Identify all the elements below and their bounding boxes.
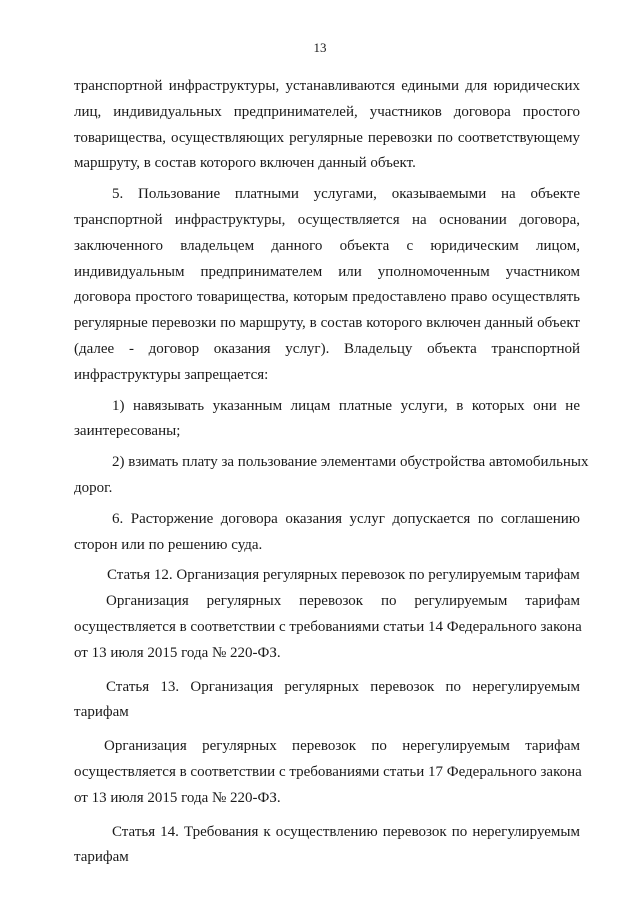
text-line: Статья 13. Организация регулярных перевозок по нерегулируемым [106,678,580,695]
text-line: транспортной инфраструктуры, устанавливаются едиными для юридических [74,78,580,94]
paragraph-infrastructure-rates [74,74,580,177]
text-line: договора простого товарищества, которым предоставлено право осуществлять [74,289,580,306]
text-line: Организация регулярных перевозок по регулируемым тарифам [106,593,580,610]
text-line: 1) навязывать указанным лицам платные услуги, в которых они не [112,397,580,414]
article-13-body [74,734,580,811]
text-line: заключенного владельцем данного объекта с юридическим лицом, [74,237,580,254]
text-line: Организация регулярных перевозок по нерегулируемым тарифам [104,738,580,755]
article-13-heading [74,675,580,727]
article-14-heading [74,820,580,872]
text-line: 6. Расторжение договора оказания услуг допускается по соглашению [112,510,580,527]
article-12-body [74,589,580,666]
text-line: осуществляется в соответствии с требованиями статьи 17 Федерального закона [74,763,582,780]
paragraph-subitem-1 [74,394,580,446]
text-line: заинтересованы; [74,423,181,440]
paragraph-item-6 [74,507,580,559]
article-12-heading [74,563,580,589]
text-line: транспортной инфраструктуры, осуществляется на основании договора, [74,211,580,228]
paragraph-subitem-2 [74,450,589,502]
text-line: тарифам [74,849,129,866]
text-line: лиц, индивидуальных предпринимателей, участников договора простого [74,103,580,120]
text-line: регулярные перевозки по маршруту, в состав которого включен данный объект [74,315,580,332]
text-line: инфраструктуры запрещается: [74,366,269,383]
text-line: осуществляется в соответствии с требованиями статьи 14 Федерального закона [74,618,582,635]
text-line: индивидуальным предпринимателем или уполномоченным участником [74,263,580,280]
paragraph-item-5 [74,182,580,388]
page-number: 13 [313,40,327,55]
text-line: товарищества, осуществляющих регулярные перевозки по соответствующему [74,129,580,146]
text-line: (далее - договор оказания услуг). Владельцу объекта транспортной [74,340,580,357]
text-line: Статья 14. Требования к осуществлению перевозок по нерегулируемым [112,823,580,840]
text-line: маршруту, в состав которого включен данный объект. [74,155,416,172]
text-line: от 13 июля 2015 года № 220-ФЗ. [74,789,281,806]
text-line: сторон или по решению суда. [74,536,263,553]
page-body [74,74,589,871]
text-line: 5. Пользование платными услугами, оказываемыми на объекте [112,186,580,203]
text-line: 2) взимать плату за пользование элементами обустройства автомобильных [112,454,589,471]
text-line: дорог. [74,479,113,496]
text-line: Статья 12. Организация регулярных перевозок по регулируемым тарифам [107,567,580,584]
text-line: тарифам [74,704,129,721]
text-line: от 13 июля 2015 года № 220-ФЗ. [74,644,281,661]
